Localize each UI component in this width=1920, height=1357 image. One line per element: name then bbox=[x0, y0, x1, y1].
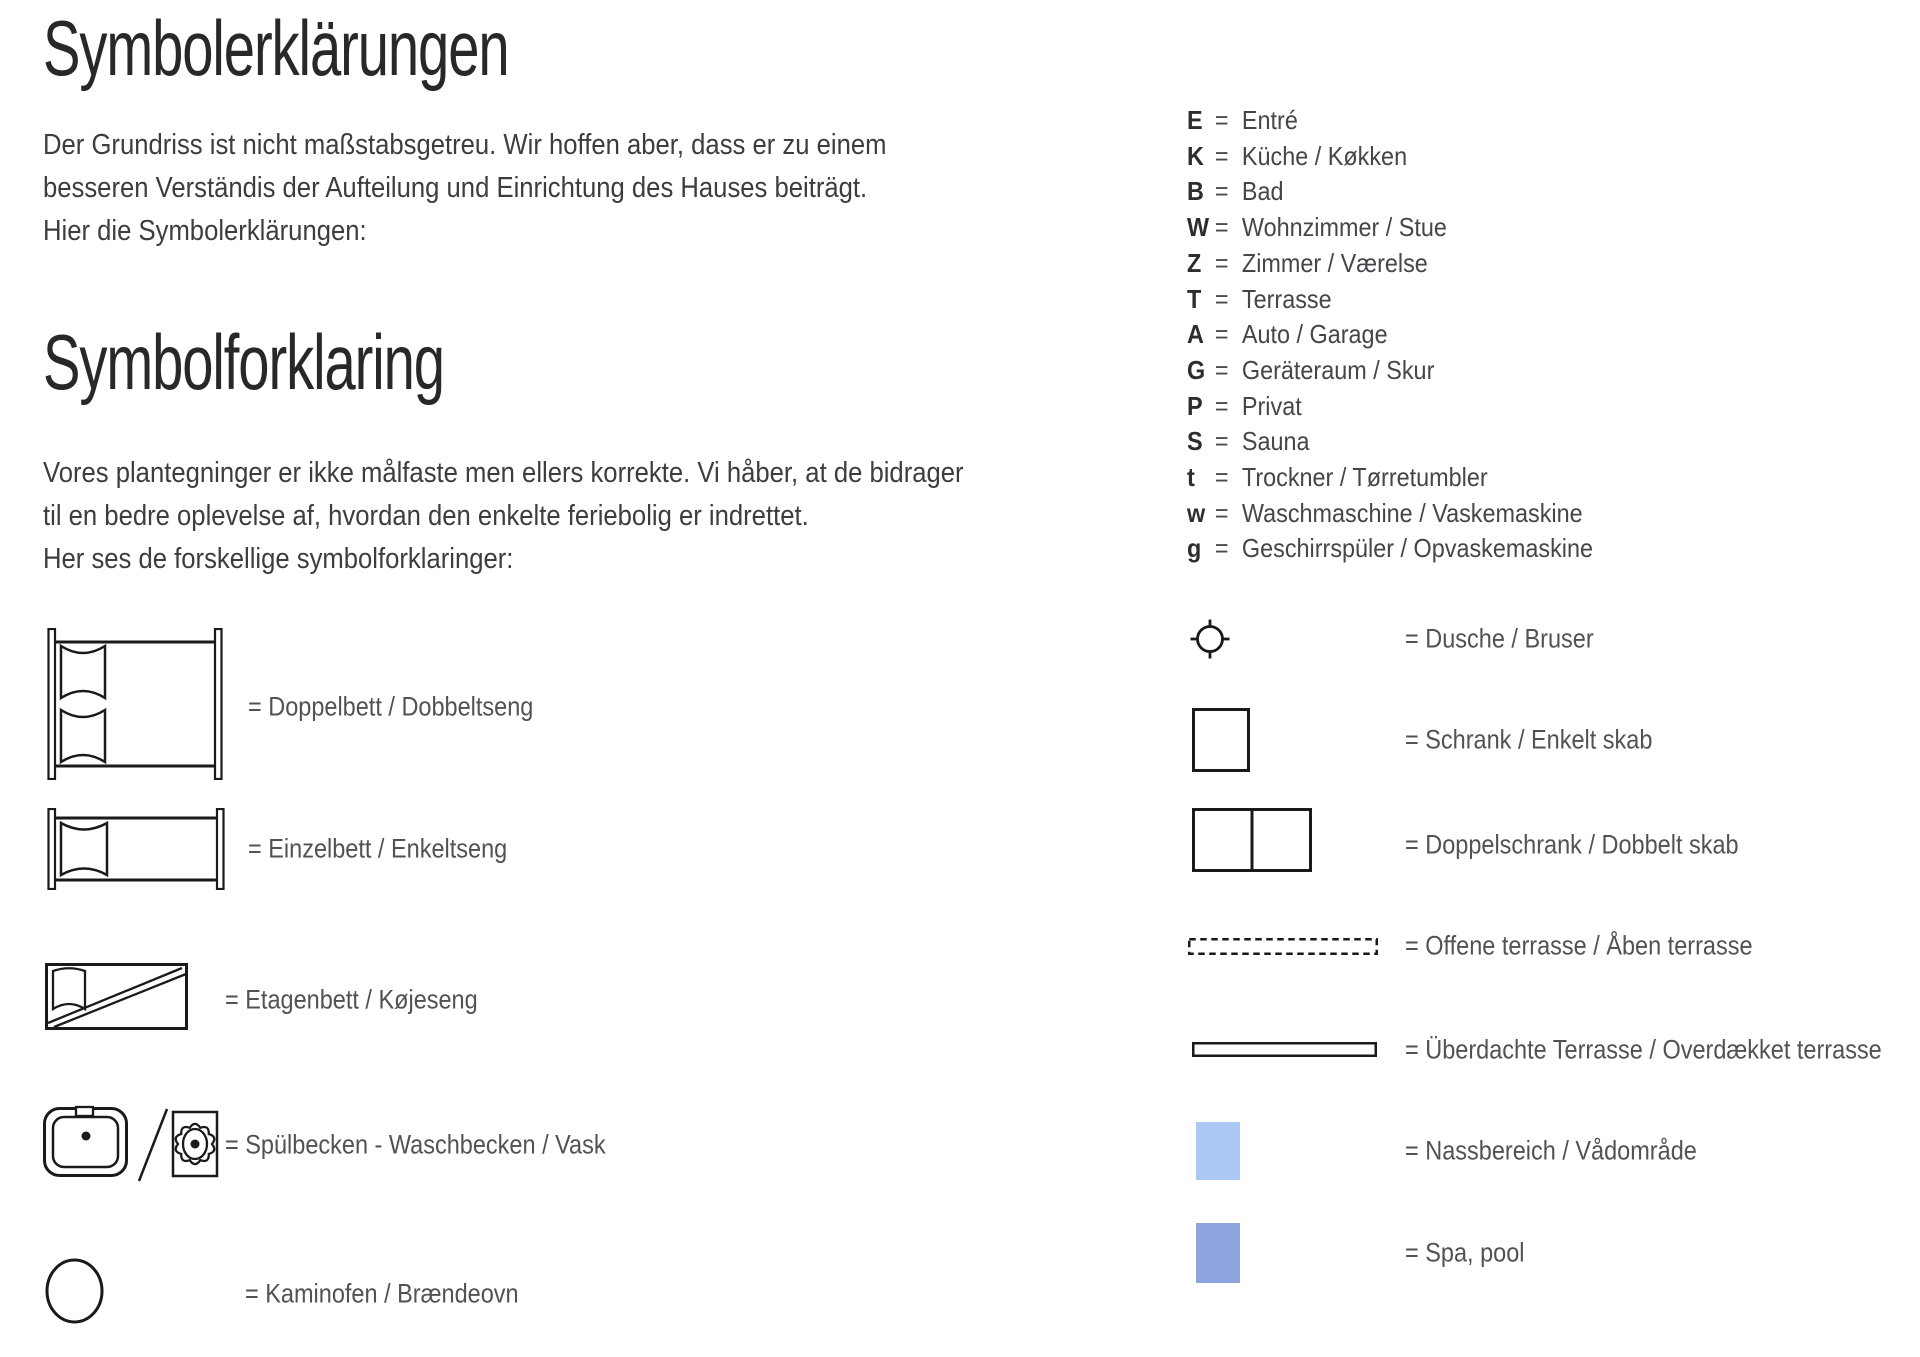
abbreviation-row bbox=[1187, 282, 1593, 318]
equals-sign: = bbox=[1214, 140, 1229, 171]
abbreviation-key: A bbox=[1187, 319, 1204, 350]
abbreviation-key: t bbox=[1187, 462, 1195, 493]
covered-terrace-label: = Überdachte Terrasse / Overdækket terrasse bbox=[1405, 1034, 1882, 1065]
abbreviation-key: K bbox=[1187, 140, 1204, 171]
sink-washbasin-label: = Spülbecken - Waschbecken / Vask bbox=[225, 1129, 606, 1160]
wood-stove-label: = Kaminofen / Brændeovn bbox=[245, 1278, 519, 1309]
abbreviation-key: W bbox=[1187, 212, 1210, 243]
equals-sign: = bbox=[1214, 354, 1229, 385]
abbreviation-row bbox=[1187, 531, 1593, 567]
abbreviation-value: Entré bbox=[1241, 105, 1298, 135]
abbreviation-value: Trockner / Tørretumbler bbox=[1241, 462, 1488, 493]
abbreviation-key: E bbox=[1187, 105, 1203, 135]
abbreviation-value: Bad bbox=[1241, 176, 1284, 207]
equals-sign: = bbox=[1214, 426, 1229, 457]
double-bed-icon bbox=[47, 628, 223, 780]
abbreviation-row bbox=[1187, 496, 1593, 532]
intro-danish-line: Vores plantegninger er ikke målfaste men ellers korrekte. Vi håber, at de bidrager bbox=[43, 457, 964, 489]
equals-sign: = bbox=[1214, 533, 1229, 564]
abbreviation-value: Geräteraum / Skur bbox=[1241, 354, 1435, 385]
equals-sign: = bbox=[1214, 176, 1229, 207]
abbreviation-row bbox=[1187, 353, 1593, 389]
abbreviation-value: Privat bbox=[1241, 390, 1302, 421]
equals-sign: = bbox=[1214, 212, 1229, 243]
equals-sign: = bbox=[1214, 105, 1229, 135]
spa-pool-label: = Spa, pool bbox=[1405, 1237, 1525, 1268]
open-terrace-label: = Offene terrasse / Åben terrasse bbox=[1405, 930, 1753, 961]
wet-area-label: = Nassbereich / Vådområde bbox=[1405, 1135, 1697, 1166]
abbreviation-row bbox=[1187, 246, 1593, 282]
covered-terrace-icon bbox=[1192, 1042, 1377, 1057]
equals-sign: = bbox=[1214, 319, 1229, 350]
double-bed-label: = Doppelbett / Dobbeltseng bbox=[248, 691, 534, 722]
bunk-bed-label: = Etagenbett / Køjeseng bbox=[225, 984, 478, 1015]
open-terrace-icon bbox=[1188, 938, 1378, 955]
shower-icon bbox=[1189, 618, 1231, 660]
abbreviation-value: Zimmer / Værelse bbox=[1241, 247, 1428, 278]
abbreviation-row bbox=[1187, 103, 1593, 139]
equals-sign: = bbox=[1214, 247, 1229, 278]
intro-danish-line: Her ses de forskellige symbolforklaringer: bbox=[43, 543, 514, 575]
sink-washbasin-icon bbox=[43, 1105, 223, 1183]
abbreviation-row bbox=[1187, 317, 1593, 353]
abbreviation-value: Waschmaschine / Vaskemaskine bbox=[1241, 497, 1583, 528]
abbreviation-key: g bbox=[1187, 533, 1202, 564]
abbreviation-key: B bbox=[1187, 176, 1204, 207]
double-closet-label: = Doppelschrank / Dobbelt skab bbox=[1405, 829, 1739, 860]
abbreviation-row bbox=[1187, 389, 1593, 425]
abbreviation-row bbox=[1187, 460, 1593, 496]
single-closet-icon bbox=[1192, 708, 1250, 772]
intro-danish bbox=[43, 452, 964, 581]
wet-area-swatch bbox=[1196, 1122, 1240, 1180]
shower-label: = Dusche / Bruser bbox=[1405, 623, 1594, 654]
page-title-danish: Symbolforklaring bbox=[43, 318, 444, 406]
abbreviation-value: Auto / Garage bbox=[1241, 319, 1388, 350]
intro-german-line: besseren Verständis der Aufteilung und Einrichtung des Hauses beiträgt. bbox=[43, 172, 868, 204]
equals-sign: = bbox=[1214, 497, 1229, 528]
equals-sign: = bbox=[1214, 462, 1229, 493]
abbreviation-value: Wohnzimmer / Stue bbox=[1241, 212, 1447, 243]
bunk-bed-icon bbox=[45, 963, 188, 1030]
abbreviation-row bbox=[1187, 210, 1593, 246]
abbreviation-list bbox=[1187, 103, 1593, 567]
abbreviation-row bbox=[1187, 139, 1593, 175]
intro-german-line: Hier die Symbolerklärungen: bbox=[43, 215, 367, 247]
double-closet-icon bbox=[1192, 808, 1312, 872]
intro-german bbox=[43, 124, 886, 253]
single-bed-icon bbox=[47, 808, 225, 890]
abbreviation-value: Sauna bbox=[1241, 426, 1310, 457]
page-title-german: Symbolerklärungen bbox=[43, 4, 509, 92]
intro-german-line: Der Grundriss ist nicht maßstabsgetreu. Wir hoffen aber, dass er zu einem bbox=[43, 129, 887, 161]
equals-sign: = bbox=[1214, 390, 1229, 421]
abbreviation-key: G bbox=[1187, 354, 1206, 385]
abbreviation-key: w bbox=[1187, 497, 1206, 528]
abbreviation-key: P bbox=[1187, 390, 1203, 421]
single-closet-label: = Schrank / Enkelt skab bbox=[1405, 724, 1653, 755]
equals-sign: = bbox=[1214, 283, 1229, 314]
abbreviation-value: Küche / Køkken bbox=[1241, 140, 1408, 171]
abbreviation-row bbox=[1187, 424, 1593, 460]
abbreviation-value: Terrasse bbox=[1241, 283, 1332, 314]
single-bed-label: = Einzelbett / Enkeltseng bbox=[248, 833, 508, 864]
abbreviation-value: Geschirrspüler / Opvaskemaskine bbox=[1241, 533, 1594, 564]
abbreviation-key: T bbox=[1187, 283, 1202, 314]
abbreviation-key: S bbox=[1187, 426, 1203, 457]
wood-stove-icon bbox=[45, 1258, 105, 1324]
intro-danish-line: til en bedre oplevelse af, hvordan den enkelte feriebolig er indrettet. bbox=[43, 500, 809, 532]
spa-pool-swatch bbox=[1196, 1223, 1240, 1283]
abbreviation-row bbox=[1187, 174, 1593, 210]
abbreviation-key: Z bbox=[1187, 247, 1202, 278]
